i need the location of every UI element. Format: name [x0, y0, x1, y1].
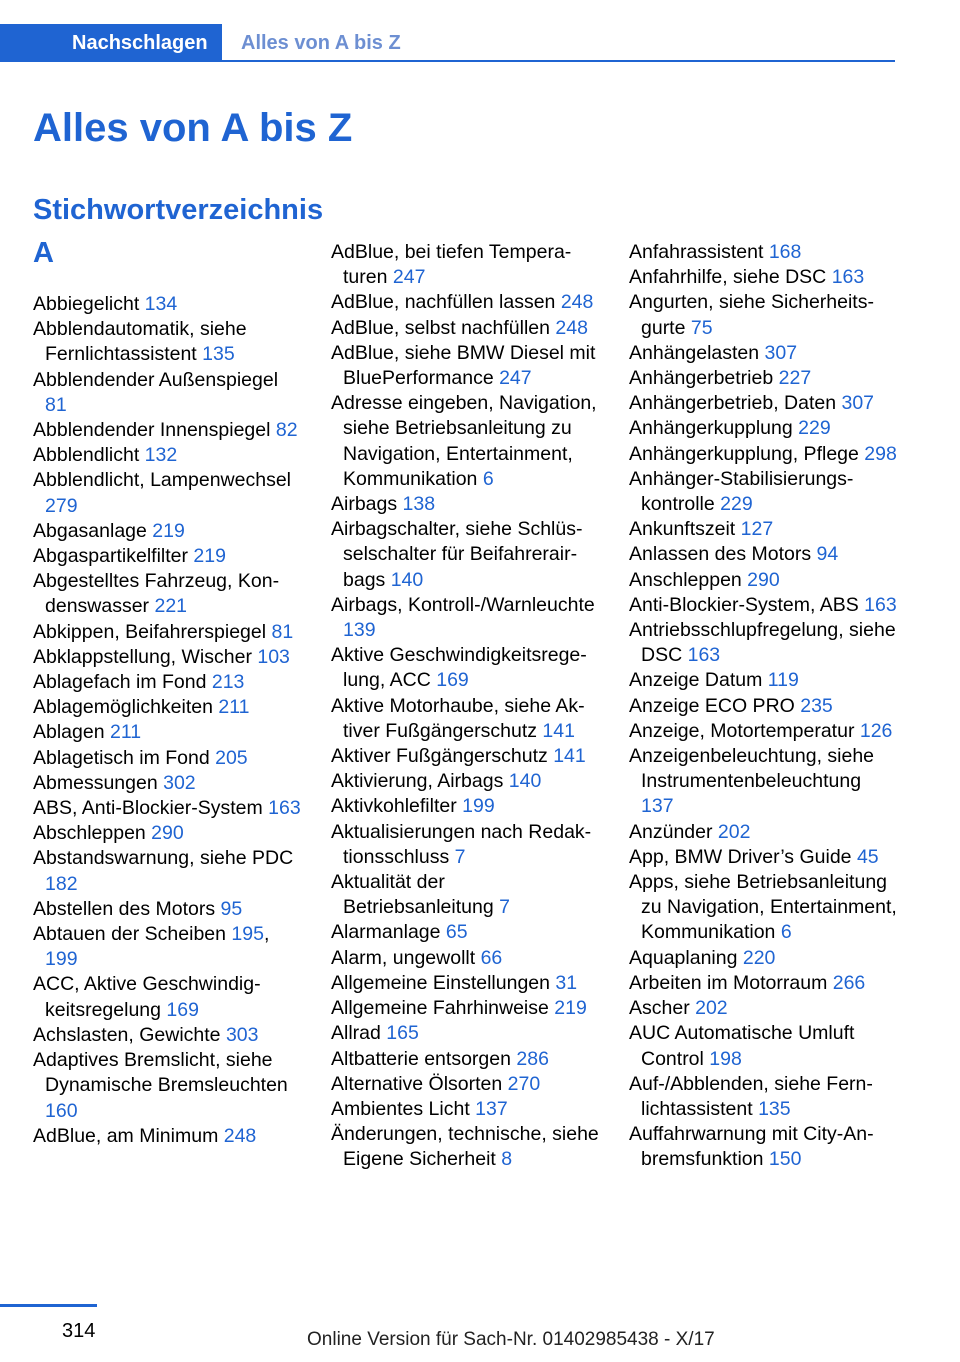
- index-term: AdBlue, siehe BMW Diesel mit BluePerformance: [331, 341, 596, 390]
- page-reference-link[interactable]: 199: [45, 948, 78, 971]
- index-term: Abgaspartikelfilter: [33, 545, 194, 568]
- index-entry: [33, 1124, 301, 1149]
- index-entry: [629, 240, 897, 265]
- index-term: Abkippen, Beifahrerspiegel: [33, 620, 272, 643]
- page-reference-link[interactable]: 229: [798, 417, 831, 440]
- page-reference-link[interactable]: 81: [271, 620, 294, 643]
- index-entry: [331, 643, 599, 693]
- index-entry: [629, 845, 897, 870]
- page-reference-link[interactable]: 163: [864, 593, 897, 616]
- index-term: Arbeiten im Motorraum: [629, 971, 833, 994]
- index-term: Abschleppen: [33, 822, 152, 845]
- page-reference-link[interactable]: 31: [555, 971, 578, 994]
- index-term: Ablagetisch im Fond: [33, 746, 216, 769]
- index-entry: [629, 517, 897, 542]
- index-term: Allgemeine Einstellungen: [331, 971, 556, 994]
- index-term: Abklappstellung, Wischer: [33, 645, 258, 668]
- index-entry: [629, 391, 897, 416]
- index-entry: [331, 240, 599, 290]
- index-entry: [629, 467, 897, 517]
- index-term: AdBlue, am Minimum: [33, 1124, 224, 1147]
- index-entry: [331, 1021, 599, 1046]
- index-term: Abblendender Innenspiegel: [33, 419, 276, 442]
- index-term: Abblendender Außenspiegel: [33, 368, 279, 391]
- index-term: Alarmanlage: [331, 921, 446, 944]
- index-term: Ambientes Licht: [331, 1097, 476, 1120]
- index-entry: [331, 769, 599, 794]
- index-entry: [629, 265, 897, 290]
- index-entry: [33, 620, 301, 645]
- index-term: Auffahrwarnung mit City-Anbremsfunktion: [629, 1123, 874, 1171]
- index-entry: [629, 618, 897, 668]
- index-term: Aktive Motorhaube, siehe Aktiver Fußgängerschutz: [331, 694, 585, 742]
- index-term: Ascher: [629, 997, 696, 1020]
- index-term: Airbags: [331, 493, 403, 516]
- index-term: Altbatterie entsorgen: [331, 1047, 517, 1070]
- index-entry: [33, 695, 301, 720]
- index-entry: [629, 744, 897, 820]
- index-term: Ankunftszeit: [629, 518, 741, 541]
- index-entry: [33, 846, 301, 896]
- index-term: Apps, siehe Betriebsanleitung zu Navigation, Entertainment, Kommunikation: [629, 871, 897, 944]
- index-entry: [33, 368, 301, 418]
- index-term: Ablagefach im Fond: [33, 671, 212, 694]
- index-term: App, BMW Driver’s Guide: [629, 845, 857, 868]
- page-reference-link[interactable]: 65: [445, 921, 468, 944]
- index-term: Abtauen der Scheiben: [33, 923, 232, 946]
- page-reference-link[interactable]: 103: [257, 645, 290, 668]
- page-reference-link[interactable]: 307: [841, 392, 875, 415]
- index-term: Abbiegelicht: [33, 293, 145, 315]
- page-reference-link[interactable]: 135: [758, 1097, 791, 1120]
- index-term: Abstellen des Motors: [33, 897, 221, 920]
- index-term: Abblendautomatik, siehe Fernlichtassistent: [33, 318, 247, 366]
- index-entry: [33, 468, 301, 518]
- page-reference-link[interactable]: 298: [864, 442, 897, 465]
- index-term: Ablagen: [33, 721, 110, 744]
- index-entry: [331, 1122, 599, 1172]
- index-term: Aktualität der Betriebsanleitung: [331, 871, 500, 919]
- index-entry: [331, 946, 599, 971]
- index-entry: [33, 972, 301, 1022]
- index-term: Anhänger-Stabilisierungskontrolle: [629, 467, 854, 516]
- index-entry: [629, 442, 897, 467]
- page-reference-link[interactable]: 139: [343, 619, 376, 642]
- index-term: Aktivierung, Airbags: [331, 770, 509, 793]
- index-entry: [331, 1047, 599, 1072]
- index-entry: [629, 1021, 897, 1071]
- page-reference-link[interactable]: 229: [720, 493, 753, 516]
- page-reference-link[interactable]: 140: [508, 770, 542, 793]
- index-term: Auf-/Abblenden, siehe Fernlichtassistent: [629, 1072, 873, 1120]
- index-entry: [33, 720, 301, 745]
- index-term: Anzeige, Motortemperatur: [629, 719, 860, 742]
- index-entry: [331, 492, 599, 517]
- page-reference-link[interactable]: 169: [436, 669, 469, 692]
- index-entry: [331, 996, 599, 1021]
- page-reference-link[interactable]: 248: [223, 1124, 257, 1147]
- index-entry: [331, 744, 599, 769]
- page-reference-link[interactable]: 45: [856, 845, 879, 868]
- index-entry: [331, 920, 599, 945]
- index-term: Allgemeine Fahrhinweise: [331, 997, 555, 1020]
- index-entry: [33, 1023, 301, 1048]
- index-term: Anzeige Datum: [629, 669, 768, 692]
- index-entry: [33, 544, 301, 569]
- index-entry: [629, 341, 897, 366]
- page-reference-link[interactable]: 213: [211, 671, 245, 694]
- page-reference-link[interactable]: 137: [641, 795, 674, 818]
- index-entry: [629, 971, 897, 996]
- index-entry: [331, 316, 599, 341]
- index-term: Aktivkohlefilter: [331, 795, 463, 818]
- page-reference-link[interactable]: 202: [717, 820, 751, 843]
- page-reference-link[interactable]: 303: [225, 1023, 259, 1046]
- index-entry: [33, 418, 301, 443]
- index-entry: [629, 946, 897, 971]
- index-term: Aktive Geschwindigkeitsregelung, ACC: [331, 644, 587, 692]
- index-entry: [331, 341, 599, 391]
- index-term: AUC Automatische Umluft Control: [629, 1022, 855, 1070]
- index-term: Airbags, Kontroll-/Warnleuchte: [331, 593, 595, 616]
- page-reference-link[interactable]: 126: [859, 719, 893, 742]
- index-term: Anschleppen: [629, 568, 748, 591]
- index-term: Abgasanlage: [33, 519, 153, 542]
- index-term: Anhängerbetrieb, Daten: [629, 392, 842, 415]
- index-term: Anzeige ECO PRO: [629, 694, 801, 717]
- page-reference-link[interactable]: 150: [768, 1148, 802, 1171]
- index-term: Allrad: [331, 1022, 387, 1045]
- index-term: Abstandswarnung, siehe PDC: [33, 847, 294, 870]
- index-entry: [629, 996, 897, 1021]
- index-entry: [33, 443, 301, 468]
- index-entry: [331, 820, 599, 870]
- index-entry: [331, 971, 599, 996]
- page-reference-link[interactable]: 219: [554, 997, 587, 1020]
- index-term: AdBlue, bei tiefen Temperaturen: [331, 241, 572, 289]
- index-entry: [629, 290, 897, 340]
- page-reference-link[interactable]: 247: [499, 367, 532, 390]
- page-reference-link[interactable]: 219: [193, 545, 226, 568]
- index-entry: [331, 794, 599, 819]
- index-entry: [33, 771, 301, 796]
- index-term: Änderungen, technische, siehe Eigene Sicherheit: [331, 1123, 599, 1171]
- page-reference-link[interactable]: 195: [231, 923, 264, 946]
- index-entry: [629, 1072, 897, 1122]
- index-entry: [331, 391, 599, 492]
- page-reference-link[interactable]: 199: [462, 795, 495, 818]
- index-entry: [629, 568, 897, 593]
- page-reference-link[interactable]: 119: [767, 669, 799, 692]
- index-term: Angurten, siehe Sicherheitsgurte: [629, 291, 874, 339]
- index-term: Anlassen des Motors: [629, 543, 817, 566]
- index-entry: [629, 542, 897, 567]
- index-term: Alternative Ölsorten: [331, 1072, 508, 1095]
- index-term: Aktualisierungen nach Redaktionsschluss: [331, 820, 592, 868]
- page-reference-link[interactable]: 220: [742, 946, 776, 969]
- page-reference-link[interactable]: 75: [690, 316, 713, 339]
- header-section-tab[interactable]: Nachschlagen: [0, 24, 222, 62]
- section-title: Stichwortverzeichnis: [33, 194, 324, 226]
- page-reference-link[interactable]: 163: [268, 797, 301, 820]
- index-entry: [629, 694, 897, 719]
- index-entry: [33, 1048, 301, 1124]
- index-entry: [629, 366, 897, 391]
- index-term: Anfahrassistent: [629, 241, 769, 263]
- index-entry: [629, 820, 897, 845]
- index-term: Abgestelltes Fahrzeug, Kondenswasser: [33, 570, 280, 618]
- running-header: [0, 24, 895, 62]
- index-entry: [629, 870, 897, 946]
- page-reference-link[interactable]: 290: [747, 568, 780, 591]
- index-term: Ablagemöglichkeiten: [33, 696, 219, 719]
- header-chapter-tab[interactable]: Alles von A bis Z: [241, 32, 401, 54]
- index-term: Anhängerkupplung: [629, 417, 799, 440]
- page-reference-link[interactable]: 211: [109, 721, 142, 744]
- index-term: Abblendlicht: [33, 444, 145, 467]
- index-term: Adaptives Bremslicht, siehe Dynamische Bremsleuchten: [33, 1049, 288, 1097]
- index-entry: [33, 746, 301, 771]
- page-reference-link[interactable]: 266: [832, 971, 866, 994]
- page-reference-link[interactable]: 7: [499, 896, 510, 919]
- page-reference-link[interactable]: 163: [687, 644, 721, 667]
- index-term: Anti-Blockier-System, ABS: [629, 593, 865, 616]
- index-term: Anzünder: [629, 820, 718, 843]
- page-reference-link[interactable]: 6: [780, 921, 792, 944]
- index-term: Antriebsschlupfregelung, siehe DSC: [629, 619, 896, 667]
- page-reference-link[interactable]: 141: [553, 745, 586, 768]
- index-entry: Abtauen der Scheiben 195, 199: [33, 923, 270, 971]
- index-entry: [33, 292, 301, 317]
- index-term: Aquaplaning: [629, 946, 743, 969]
- page-reference-link[interactable]: 248: [555, 316, 588, 339]
- index-term: ABS, Anti-Blockier-System: [33, 797, 269, 820]
- page-reference-link[interactable]: 221: [154, 595, 188, 618]
- page-reference-link[interactable]: 81: [45, 393, 67, 416]
- page-reference-link[interactable]: 286: [516, 1047, 549, 1070]
- page-reference-link[interactable]: 211: [218, 696, 250, 719]
- page-reference-link[interactable]: 290: [151, 822, 184, 845]
- index-term: Aktiver Fußgängerschutz: [331, 745, 554, 768]
- index-entry: [629, 416, 897, 441]
- index-term: Adresse eingeben, Navigation, siehe Betriebsanleitung zu Navigation, Entertainment, Kommunikation: [331, 392, 597, 490]
- page-reference-link[interactable]: 127: [740, 518, 774, 541]
- page-reference-link[interactable]: 247: [392, 266, 426, 289]
- index-column-1: [33, 237, 301, 1149]
- page-title: Alles von A bis Z: [33, 106, 353, 150]
- index-entry: [331, 593, 599, 643]
- index-term: Anfahrhilfe, siehe DSC: [629, 266, 832, 289]
- page-reference-link[interactable]: 169: [166, 998, 199, 1021]
- index-entry: [629, 668, 897, 693]
- page-reference-link[interactable]: 132: [144, 444, 178, 467]
- index-entry: [33, 670, 301, 695]
- index-term: Airbagschalter, siehe Schlüsselschalter für Beifahrerairbags: [331, 518, 583, 591]
- page-reference-link[interactable]: 6: [482, 467, 494, 490]
- index-entry: [331, 517, 599, 593]
- page-reference-link[interactable]: 219: [152, 519, 185, 542]
- index-term: Anhängerbetrieb: [629, 367, 779, 390]
- index-term: AdBlue, nachfüllen lassen: [331, 291, 561, 314]
- page-reference-link[interactable]: 138: [402, 493, 436, 516]
- page-reference-link[interactable]: 141: [542, 719, 575, 742]
- page-reference-link[interactable]: 307: [764, 341, 798, 364]
- index-letter-heading: A: [33, 237, 54, 269]
- index-entry: [33, 569, 301, 619]
- page-reference-link[interactable]: 163: [831, 266, 865, 289]
- index-term: Anzeigenbeleuchtung, siehe Instrumentenbeleuchtung: [629, 745, 875, 793]
- index-entry: [33, 897, 301, 922]
- page-reference-link[interactable]: 270: [507, 1072, 541, 1095]
- index-entry: [331, 1097, 599, 1122]
- page-reference-link[interactable]: 248: [560, 291, 594, 314]
- page-reference-link[interactable]: 137: [475, 1097, 508, 1120]
- page-reference-link[interactable]: 135: [202, 343, 235, 366]
- index-term: Abmessungen: [33, 771, 164, 794]
- index-term: ACC, Aktive Geschwindigkeitsregelung: [33, 973, 261, 1021]
- page-reference-link[interactable]: 82: [275, 419, 298, 442]
- index-column-3: [629, 240, 897, 1173]
- index-term: Anhängelasten: [629, 341, 765, 364]
- index-entry: [331, 870, 599, 920]
- index-term: Anhängerkupplung, Pflege: [629, 442, 865, 465]
- page-reference-link[interactable]: 168: [768, 241, 802, 263]
- index-entry: [629, 1122, 897, 1172]
- page-reference-link[interactable]: 227: [778, 367, 812, 390]
- header-rule: [222, 60, 895, 62]
- index-entry: [33, 519, 301, 544]
- index-entry: [629, 593, 897, 618]
- page-reference-link[interactable]: 205: [215, 746, 248, 769]
- page-reference-link[interactable]: 279: [45, 494, 78, 517]
- page-reference-link[interactable]: 202: [695, 997, 728, 1020]
- index-entry: [33, 796, 301, 821]
- page-reference-link[interactable]: 182: [45, 872, 78, 895]
- page-reference-link[interactable]: 95: [220, 897, 243, 920]
- index-entry: [331, 1072, 599, 1097]
- index-term: Abblendlicht, Lampenwechsel: [33, 469, 291, 492]
- page-reference-link[interactable]: 7: [454, 845, 466, 868]
- index-entry: [33, 645, 301, 670]
- page-reference-link[interactable]: 302: [163, 771, 196, 794]
- index-entry: [33, 821, 301, 846]
- page-reference-link[interactable]: 235: [800, 694, 833, 717]
- index-entry: [331, 694, 599, 744]
- index-entry: [629, 719, 897, 744]
- page-number: 314: [62, 1320, 96, 1342]
- page-reference-link[interactable]: 134: [144, 293, 178, 315]
- index-term: AdBlue, selbst nachfüllen: [331, 316, 556, 339]
- page-reference-link[interactable]: 165: [386, 1022, 419, 1045]
- page-reference-link[interactable]: 160: [45, 1099, 78, 1122]
- page-reference-link[interactable]: 140: [390, 568, 424, 591]
- index-entry: [33, 317, 301, 367]
- page-reference-link[interactable]: 66: [480, 946, 503, 969]
- page-reference-link[interactable]: 94: [816, 543, 839, 566]
- index-term: Achslasten, Gewichte: [33, 1023, 226, 1046]
- page-reference-link[interactable]: 8: [501, 1148, 513, 1171]
- footer-rule: [0, 1304, 97, 1307]
- online-version-note: Online Version für Sach-Nr. 01402985438 - X/17: [307, 1329, 715, 1350]
- page-reference-link[interactable]: 198: [709, 1047, 742, 1070]
- index-term: Alarm, ungewollt: [331, 946, 481, 969]
- index-column-2: [331, 240, 599, 1173]
- index-entry: [331, 290, 599, 315]
